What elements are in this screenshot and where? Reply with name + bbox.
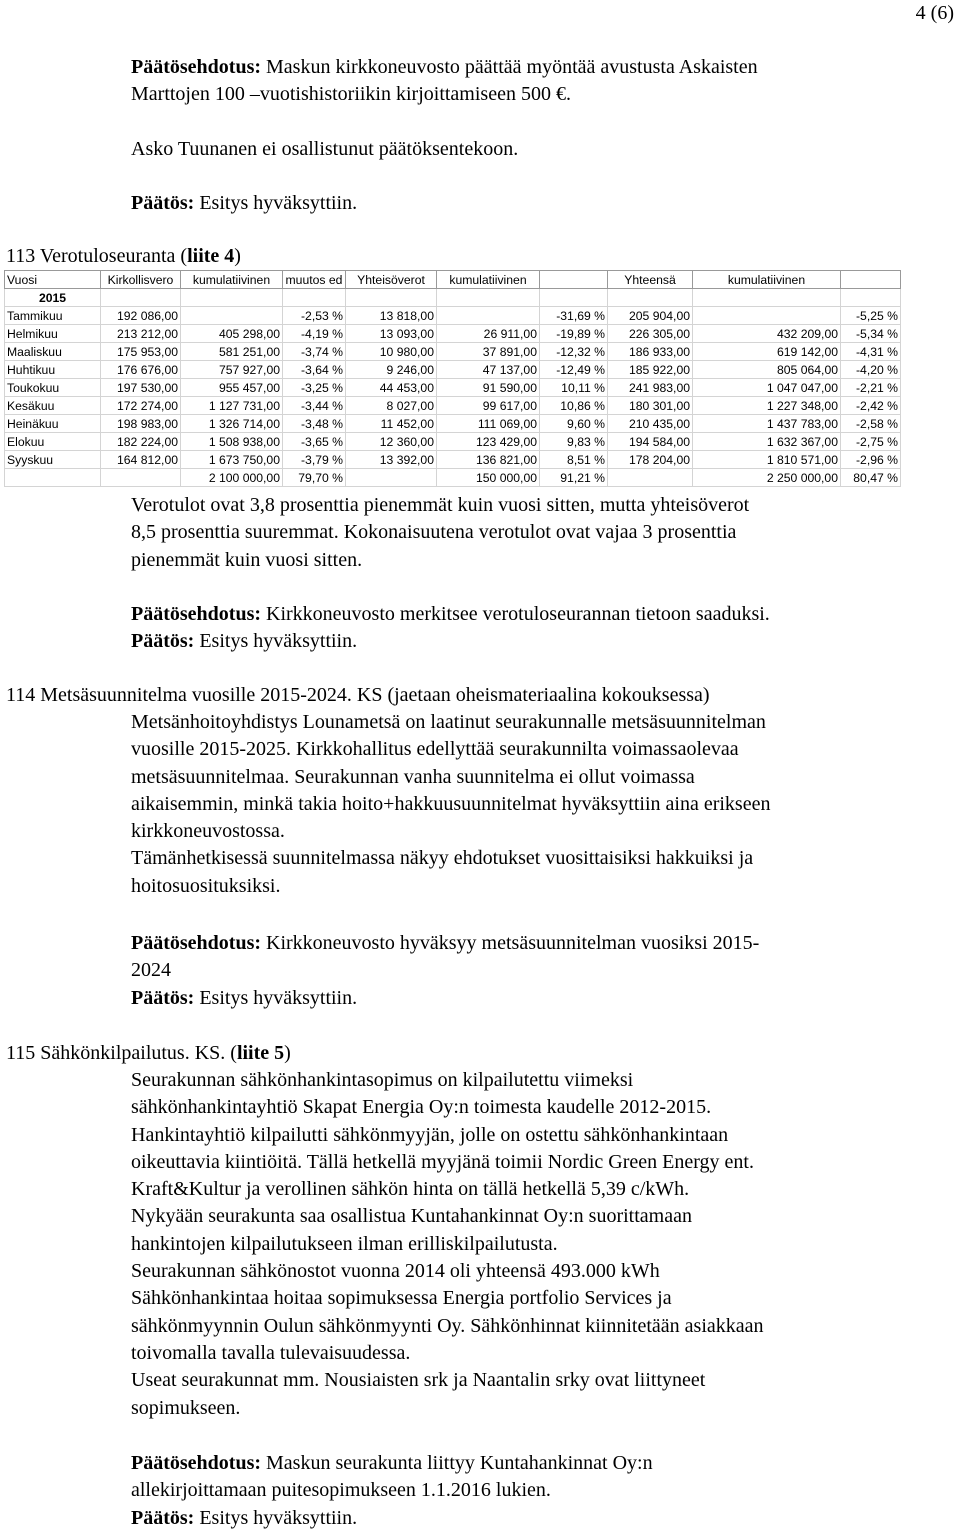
text-line: aikaisemmin, minkä takia hoito+hakkuusuunnitelmat hyväksyttiin aina erikseen — [131, 792, 771, 815]
value-cell — [346, 469, 437, 487]
value-cell: 405 298,00 — [181, 325, 283, 343]
value-cell: -3,74 % — [283, 343, 346, 361]
col-header — [540, 271, 608, 289]
tax-table — [4, 270, 901, 487]
section-number: 115 — [6, 1042, 36, 1064]
value-cell: 13 392,00 — [346, 451, 437, 469]
text-line: oikeuttavia kiintiöitä. Tällä hetkellä myyjänä toimii Nordic Green Energy ent. — [131, 1150, 754, 1173]
value-cell — [608, 469, 693, 487]
value-cell: 213 212,00 — [101, 325, 181, 343]
value-cell: 37 891,00 — [437, 343, 540, 361]
value-cell: -3,48 % — [283, 415, 346, 433]
text-line: pienemmät kuin vuosi sitten. — [131, 548, 363, 571]
value-cell: 1 437 783,00 — [693, 415, 841, 433]
proposal-label: Päätösehdotus: — [131, 932, 262, 954]
value-cell: -2,96 % — [841, 451, 901, 469]
value-cell: 150 000,00 — [437, 469, 540, 487]
proposal-label: Päätösehdotus: — [131, 603, 262, 625]
value-cell: 123 429,00 — [437, 433, 540, 451]
text-line: vuosille 2015-2025. Kirkkohallitus edellyttää seurakunnilta voimassaolevaa — [131, 738, 739, 761]
value-cell: -3,65 % — [283, 433, 346, 451]
decision-text: Esitys hyväksyttiin. — [199, 630, 358, 652]
value-cell: 1 673 750,00 — [181, 451, 283, 469]
value-cell: -2,42 % — [841, 397, 901, 415]
text-line: 8,5 prosenttia suuremmat. Kokonaisuutena verotulot ovat vajaa 3 prosenttia — [131, 521, 737, 544]
value-cell: 176 676,00 — [101, 361, 181, 379]
text-line: sähkönhankintayhtiö Skapat Energia Oy:n toimesta kaudelle 2012-2015. — [131, 1096, 712, 1119]
col-header: kumulatiivinen — [181, 271, 283, 289]
decision-text: Esitys hyväksyttiin. — [199, 192, 358, 214]
proposal-line: Maskun kirkkoneuvosto päättää myöntää avustusta Askaisten — [266, 56, 758, 78]
value-cell: 10,11 % — [540, 379, 608, 397]
section-title-end: ) — [284, 1042, 291, 1064]
table-row — [5, 433, 901, 451]
value-cell: -4,20 % — [841, 361, 901, 379]
value-cell: -3,25 % — [283, 379, 346, 397]
value-cell: 1 227 348,00 — [693, 397, 841, 415]
text-line: metsäsuunnitelmaa. Seurakunnan vanha suunnitelma ei ollut voimassa — [131, 765, 695, 788]
table-header-row — [5, 271, 901, 289]
month-cell — [5, 469, 101, 487]
decision-text: Esitys hyväksyttiin. — [199, 986, 358, 1009]
decision-label: Päätös: — [131, 986, 195, 1009]
s112-decision — [131, 190, 357, 217]
text-line: sopimukseen. — [131, 1396, 241, 1419]
table-row — [5, 469, 901, 487]
text-line: hankintojen kilpailutukseen ilman erilliskilpailutusta. — [131, 1232, 558, 1255]
value-cell: -2,21 % — [841, 379, 901, 397]
decision-label: Päätös: — [131, 1506, 195, 1529]
value-cell: 182 224,00 — [101, 433, 181, 451]
month-cell: Maaliskuu — [5, 343, 101, 361]
value-cell: 111 069,00 — [437, 415, 540, 433]
value-cell: -5,34 % — [841, 325, 901, 343]
value-cell: 164 812,00 — [101, 451, 181, 469]
s113-decision — [131, 628, 357, 655]
month-cell: Huhtikuu — [5, 361, 101, 379]
proposal-text: Kirkkoneuvosto merkitsee verotuloseurannan tietoon saaduksi. — [266, 603, 770, 625]
value-cell: 186 933,00 — [608, 343, 693, 361]
text-line: toivomalla tavalla tulevaisuudessa. — [131, 1341, 411, 1364]
value-cell: 1 127 731,00 — [181, 397, 283, 415]
value-cell: 192 086,00 — [101, 307, 181, 325]
value-cell: 175 953,00 — [101, 343, 181, 361]
table-row — [5, 307, 901, 325]
s115-body — [131, 1067, 921, 1422]
s115-proposal — [131, 1450, 921, 1532]
proposal-text: Maskun seurakunta liittyy Kuntahankinnat Oy:n — [266, 1452, 653, 1474]
value-cell: 8 027,00 — [346, 397, 437, 415]
s112-proposal — [131, 54, 921, 109]
col-header: Kirkollisvero — [101, 271, 181, 289]
month-cell: Toukokuu — [5, 379, 101, 397]
col-header: Yhteisöverot — [346, 271, 437, 289]
value-cell: 198 983,00 — [101, 415, 181, 433]
month-cell: Heinäkuu — [5, 415, 101, 433]
text-line: Seurakunnan sähkönhankintasopimus on kilpailutettu viimeksi — [131, 1069, 634, 1091]
value-cell: 180 301,00 — [608, 397, 693, 415]
text-line: sähkönmyynnin Oulun sähkönmyynti Oy. Sähkönhinnat kiinnitetään asiakkaan — [131, 1314, 764, 1337]
value-cell: 136 821,00 — [437, 451, 540, 469]
month-cell: Kesäkuu — [5, 397, 101, 415]
value-cell: 194 584,00 — [608, 433, 693, 451]
section-heading-115 — [6, 1040, 291, 1067]
value-cell: 80,47 % — [841, 469, 901, 487]
decision-text: Esitys hyväksyttiin. — [199, 1506, 358, 1529]
value-cell: 805 064,00 — [693, 361, 841, 379]
value-cell: 1 810 571,00 — [693, 451, 841, 469]
value-cell: -2,75 % — [841, 433, 901, 451]
s112-note: Asko Tuunanen ei osallistunut päätöksentekoon. — [131, 138, 519, 160]
text-line: kirkkoneuvostossa. — [131, 820, 285, 843]
section-heading-113 — [6, 243, 241, 270]
col-header: kumulatiivinen — [437, 271, 540, 289]
table-row — [5, 397, 901, 415]
value-cell: 1 326 714,00 — [181, 415, 283, 433]
text-line: Nykyään seurakunta saa osallistua Kuntahankinnat Oy:n suorittamaan — [131, 1205, 692, 1228]
value-cell: 26 911,00 — [437, 325, 540, 343]
value-cell: 757 927,00 — [181, 361, 283, 379]
value-cell: 2 250 000,00 — [693, 469, 841, 487]
text-line: Sähkönhankintaa hoitaa sopimuksessa Energia portfolio Services ja — [131, 1287, 672, 1310]
value-cell: 79,70 % — [283, 469, 346, 487]
value-cell: 185 922,00 — [608, 361, 693, 379]
value-cell: -2,58 % — [841, 415, 901, 433]
proposal-label: Päätösehdotus: — [131, 56, 262, 78]
text-line: hoitosuosituksiksi. — [131, 874, 281, 897]
value-cell — [181, 307, 283, 325]
value-cell: -12,32 % — [540, 343, 608, 361]
s114-body — [131, 709, 921, 900]
value-cell: 1 632 367,00 — [693, 433, 841, 451]
attachment-ref: liite 4 — [187, 245, 235, 267]
section-number: 114 — [6, 684, 36, 706]
value-cell: 12 360,00 — [346, 433, 437, 451]
table-row — [5, 325, 901, 343]
text-line: Kraft&Kultur ja verollinen sähkön hinta on tällä hetkellä 5,39 c/kWh. — [131, 1178, 690, 1201]
value-cell — [437, 307, 540, 325]
table-row — [5, 343, 901, 361]
col-header: muutos ed — [283, 271, 346, 289]
page-number: 4 (6) — [915, 2, 954, 24]
proposal-line: Marttojen 100 –vuotishistoriikin kirjoittamiseen 500 €. — [131, 83, 571, 106]
s113-proposal — [131, 601, 770, 628]
attachment-ref: liite 5 — [236, 1042, 285, 1064]
text-line: Metsänhoitoyhdistys Lounametsä on laatinut seurakunnalle metsäsuunnitelman — [131, 711, 766, 733]
value-cell: -5,25 % — [841, 307, 901, 325]
s114-proposal — [131, 930, 921, 1012]
value-cell: 47 137,00 — [437, 361, 540, 379]
value-cell — [101, 469, 181, 487]
decision-label: Päätös: — [131, 630, 195, 652]
year-row — [5, 289, 901, 307]
value-cell: 10 980,00 — [346, 343, 437, 361]
value-cell: 197 530,00 — [101, 379, 181, 397]
value-cell: 619 142,00 — [693, 343, 841, 361]
text-line: Seurakunnan sähkönostot vuonna 2014 oli yhteensä 493.000 kWh — [131, 1260, 660, 1283]
proposal-text: Kirkkoneuvosto hyväksyy metsäsuunnitelman vuosiksi 2015- — [266, 932, 760, 954]
section-number: 113 — [6, 245, 36, 267]
value-cell: 178 204,00 — [608, 451, 693, 469]
table-row — [5, 361, 901, 379]
section-heading-114 — [6, 682, 710, 709]
value-cell: 210 435,00 — [608, 415, 693, 433]
value-cell: -3,44 % — [283, 397, 346, 415]
text-line: Hankintayhtiö kilpailutti sähkönmyyjän, jolle on ostettu sähkönhankintaan — [131, 1123, 729, 1146]
month-cell: Syyskuu — [5, 451, 101, 469]
table-row — [5, 415, 901, 433]
col-header: kumulatiivinen — [693, 271, 841, 289]
year-cell: 2015 — [5, 289, 101, 307]
section-title: Metsäsuunnitelma vuosille 2015-2024. KS (jaetaan oheismateriaalina kokouksessa) — [40, 684, 710, 706]
col-header — [841, 271, 901, 289]
month-cell: Helmikuu — [5, 325, 101, 343]
section-title: Sähkönkilpailutus. KS. ( — [40, 1042, 237, 1064]
section-title: Verotuloseuranta ( — [39, 245, 188, 267]
value-cell: 91,21 % — [540, 469, 608, 487]
value-cell: 955 457,00 — [181, 379, 283, 397]
col-header: Vuosi — [5, 271, 101, 289]
value-cell: 9,83 % — [540, 433, 608, 451]
value-cell: 91 590,00 — [437, 379, 540, 397]
text-line: Verotulot ovat 3,8 prosenttia pienemmät kuin vuosi sitten, mutta yhteisöverot — [131, 494, 750, 516]
value-cell: -2,53 % — [283, 307, 346, 325]
value-cell: 9,60 % — [540, 415, 608, 433]
value-cell: -4,31 % — [841, 343, 901, 361]
value-cell: 44 453,00 — [346, 379, 437, 397]
month-cell: Elokuu — [5, 433, 101, 451]
col-header: Yhteensä — [608, 271, 693, 289]
proposal-label: Päätösehdotus: — [131, 1452, 262, 1474]
text-line: Tämänhetkisessä suunnitelmassa näkyy ehdotukset vuosittaisiksi hakkuiksi ja — [131, 847, 754, 870]
value-cell: 1 508 938,00 — [181, 433, 283, 451]
table-row — [5, 451, 901, 469]
table-row — [5, 379, 901, 397]
text-line: Useat seurakunnat mm. Nousiaisten srk ja Naantalin srky ovat liittyneet — [131, 1369, 706, 1392]
value-cell: -19,89 % — [540, 325, 608, 343]
value-cell: 2 100 000,00 — [181, 469, 283, 487]
proposal-text: allekirjoittamaan puitesopimukseen 1.1.2016 lukien. — [131, 1479, 551, 1502]
value-cell: 1 047 047,00 — [693, 379, 841, 397]
value-cell: 10,86 % — [540, 397, 608, 415]
value-cell: 8,51 % — [540, 451, 608, 469]
month-cell: Tammikuu — [5, 307, 101, 325]
value-cell: 581 251,00 — [181, 343, 283, 361]
value-cell: 11 452,00 — [346, 415, 437, 433]
s113-text — [131, 492, 921, 574]
value-cell: 241 983,00 — [608, 379, 693, 397]
value-cell: 9 246,00 — [346, 361, 437, 379]
value-cell: 432 209,00 — [693, 325, 841, 343]
value-cell: -3,64 % — [283, 361, 346, 379]
value-cell: 172 274,00 — [101, 397, 181, 415]
value-cell — [693, 307, 841, 325]
value-cell: 205 904,00 — [608, 307, 693, 325]
section-title-end: ) — [234, 245, 241, 267]
value-cell: 13 093,00 — [346, 325, 437, 343]
value-cell: -3,79 % — [283, 451, 346, 469]
value-cell: 99 617,00 — [437, 397, 540, 415]
value-cell: -12,49 % — [540, 361, 608, 379]
decision-label: Päätös: — [131, 192, 195, 214]
value-cell: 226 305,00 — [608, 325, 693, 343]
proposal-text: 2024 — [131, 959, 171, 982]
value-cell: 13 818,00 — [346, 307, 437, 325]
value-cell: -31,69 % — [540, 307, 608, 325]
value-cell: -4,19 % — [283, 325, 346, 343]
